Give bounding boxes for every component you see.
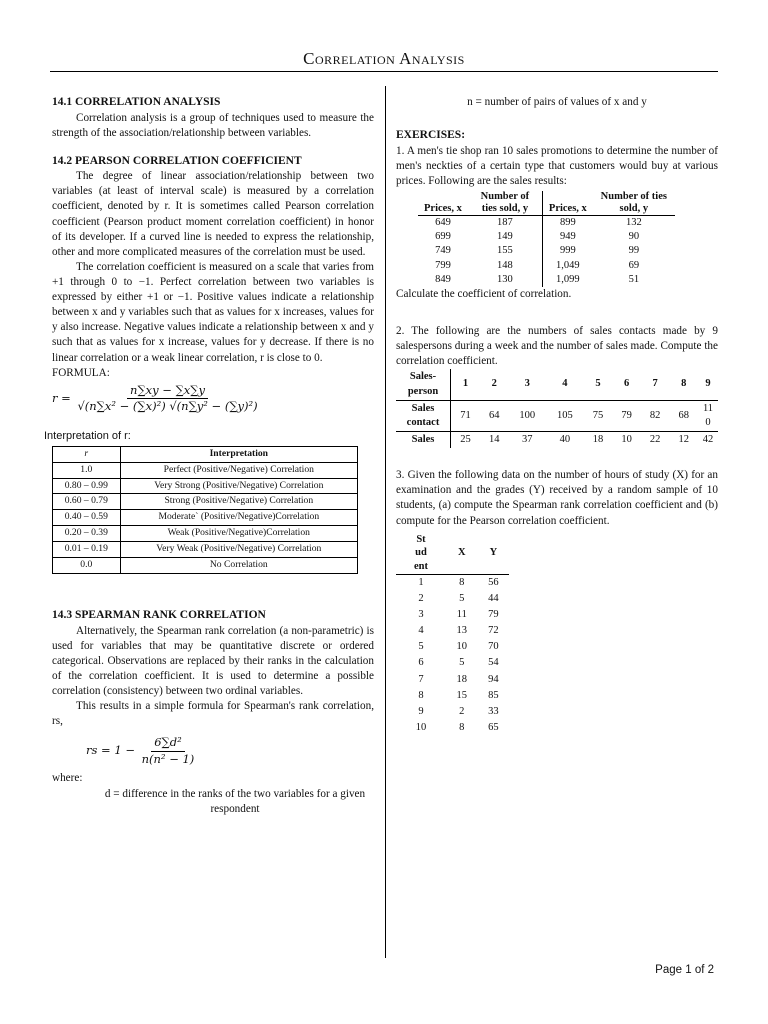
table-row: Sales contact 71 64 100 105 75 79 82 68 110: [396, 400, 718, 431]
formula-label: FORMULA:: [52, 366, 110, 379]
interp-header-interpretation: Interpretation: [120, 446, 357, 462]
table-row: 0.80 – 0.99 Very Strong (Positive/Negative) Correlation: [53, 478, 358, 494]
section-14-1-heading: 14.1 CORRELATION ANALYSIS: [52, 96, 221, 108]
section-14-2-para-2: The correlation coefficient is measured on a scale that varies from +1 through 0 to −1. Perfect correlation between two variables is expressed by either +1 or −1. Positive values indicate a relationship between x and y variables such that as values for x increases, values for y also increase. Negative values indicate a relationship between x and y such that as values for x increase, values for y decrease. If there is no linear correlation or a weak linear correlation, r is close to 0.: [52, 260, 374, 364]
table-row: 2 5 44: [418, 592, 499, 604]
ties-header-price-1: Prices, x: [424, 203, 462, 215]
exercises-heading: EXERCISES:: [396, 129, 466, 142]
interpretation-table: [52, 446, 358, 575]
table-row: 3 11 79: [418, 608, 499, 620]
section-14-3-para-2: This results in a simple formula for Spearman's rank correlation, rs,: [52, 700, 374, 728]
section-14-1-body: Correlation analysis is a group of techniques used to measure the strength of the association/relationship between variables.: [52, 111, 374, 139]
page-title: Correlation Analysis: [303, 49, 465, 68]
table-row: 0.20 – 0.39 Weak (Positive/Negative)Correlation: [53, 526, 358, 542]
section-14-3-heading: 14.3 SPEARMAN RANK CORRELATION: [52, 609, 266, 622]
pearson-lhs: r =: [52, 390, 71, 405]
pearson-numerator: n∑xy − ∑x∑y: [127, 383, 208, 400]
spearman-fraction: [139, 735, 198, 767]
table-row: Sales 25 14 37 40 18 10 22 12 42: [396, 432, 718, 449]
where-label: where:: [52, 772, 83, 785]
page-number: Page 1 of 2: [655, 964, 714, 976]
table-row: 699 149 949 90: [418, 230, 675, 244]
table-row: 0.40 – 0.59 Moderate` (Positive/Negative)Correlation: [53, 510, 358, 526]
exercise-1-question: Calculate the coefficient of correlation.: [396, 287, 572, 300]
table-row: 1 8 56: [418, 576, 499, 588]
table-row: 749 155 999 99: [418, 244, 675, 258]
table-row: 4 13 72: [418, 625, 499, 637]
left-column: [44, 95, 374, 817]
table-row: 5 10 70: [418, 641, 499, 653]
spearman-numerator: 6∑d²: [151, 735, 185, 752]
section-14-3-para-1: Alternatively, the Spearman rank correlation (a non-parametric) is used for variables that may be quantitative discrete or ordered categorical. Observations are replaced by their ranks in the calculation of the correlation coefficient. It is used to determine a possible correlation (consistency) between two ordinal variables.: [52, 624, 374, 698]
table-row: 9 2 33: [418, 705, 499, 717]
section-14-2-para-1: The degree of linear association/relationship between two variables (at least of interval scale) is measured by a correlation coefficient, denoted by r. It is sometimes called Pearson correlation coefficient (Pearson product moment correlation coefficient) in honor of its developer. If a curved line is needed to express the relationship, other and more complicated measures of the correlation must be used.: [52, 170, 374, 258]
d-definition: d = difference in the ranks of the two variables for a given respondent: [104, 787, 366, 815]
table-row: 0.0 No Correlation: [53, 558, 358, 574]
exercise-2-text: 2. The following are the numbers of sales contacts made by 9 salespersons during a week and the number of sales made. Compute the correlation coefficient.: [396, 325, 718, 368]
table-row: Student X Y: [396, 533, 509, 574]
ties-header-price-2: Prices, x: [542, 191, 592, 216]
column-divider: [385, 86, 386, 958]
table-row: 1.0 Perfect (Positive/Negative) Correlation: [53, 462, 358, 478]
pearson-fraction: [74, 383, 260, 415]
table-row: 7 18 94: [418, 673, 499, 685]
right-column: [396, 95, 718, 736]
table-row: 849 130 1,099 51: [418, 273, 675, 287]
interp-header-r: r: [53, 446, 121, 462]
ties-header-sold-1: Number of ties sold, y: [480, 190, 530, 215]
table-row: 799 148 1,049 69: [418, 259, 675, 273]
ties-header-sold-2: Number of ties sold, y: [600, 190, 667, 215]
pearson-denominator: √(n∑x² − (∑x)²) √(n∑y² − (∑y)²): [77, 399, 258, 414]
sales-table: [396, 369, 718, 448]
table-row: 8 15 85: [418, 689, 499, 701]
table-row: 6 5 54: [418, 657, 499, 669]
interpretation-title: Interpretation of r:: [44, 429, 131, 442]
spearman-lhs: rs = 1 −: [86, 743, 135, 758]
spearman-denominator: n(n² − 1): [141, 751, 195, 766]
table-row: 10 8 65: [415, 722, 499, 734]
exercise-3-text: 3. Given the following data on the number of hours of study (X) for an examination and the grades (Y) received by a random sample of 10 students, (a) compute the Spearman rank correlation coefficient and (b) compute for the Pearson correlation coefficient.: [396, 469, 718, 527]
pearson-formula: [52, 383, 374, 415]
exercise-1-text: 1. A men's tie shop ran 10 sales promotions to determine the number of men's neckties of a certain type that customers would buy at various prices. Following are the sales results:: [396, 144, 718, 187]
section-14-2-heading: 14.2 PEARSON CORRELATION COEFFICIENT: [52, 154, 302, 167]
table-row: Sales-person 1 2 3 4 5 6 7 8 9: [396, 369, 718, 400]
ties-table: [418, 191, 675, 287]
spearman-formula: [86, 735, 374, 767]
student-table: [396, 533, 509, 737]
header-rule: [50, 71, 718, 72]
table-row: 649 187 899 132: [418, 216, 675, 231]
n-definition: n = number of pairs of values of x and y: [467, 96, 647, 108]
table-row: 0.60 – 0.79 Strong (Positive/Negative) Correlation: [53, 494, 358, 510]
table-row: 0.01 – 0.19 Very Weak (Positive/Negative) Correlation: [53, 542, 358, 558]
